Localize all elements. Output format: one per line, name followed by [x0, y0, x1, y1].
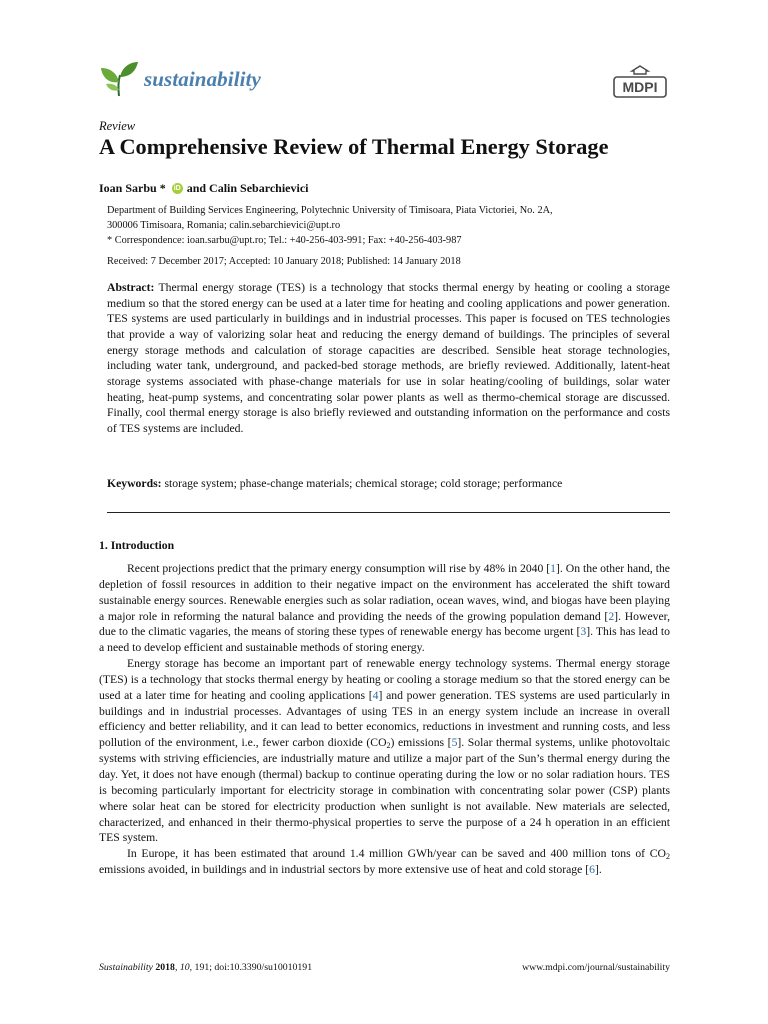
text-run: ].	[594, 863, 602, 877]
author-list	[99, 181, 309, 196]
publication-dates: Received: 7 December 2017; Accepted: 10 January 2018; Published: 14 January 2018	[107, 256, 461, 267]
section-heading: 1. Introduction	[99, 539, 175, 552]
keywords-label: Keywords:	[107, 477, 162, 490]
text-run: ]. Solar thermal systems, unlike photovoltaic systems with striving efficiencies, are industrially mature and utilize a major part of the Sun’s thermal energy during the day. Yet, it does not have enough (thermal) backup to continue operating during the low or no solar radiation hours. TES is becoming particularly important for electricity storage in combination with concentrating solar power (CSP) plants where solar heat can be stored for electricity production when sunlight is not available. New materials are selected, characterized, and enhanced in their thermo-physical properties to serve the purpose of a 24 h operation in an efficient TES system.	[99, 736, 670, 845]
author-name: Ioan Sarbu *	[99, 181, 166, 195]
citation-info: Sustainability 2018, 10, 191; doi:10.3390/su10010191	[99, 962, 313, 973]
mdpi-logo-icon	[612, 65, 668, 99]
citation-link[interactable]: 6	[589, 863, 595, 877]
citation-link[interactable]: 1	[550, 562, 557, 575]
text-run: Recent projections predict that the primary energy consumption will rise by 48% in 2040 [	[127, 562, 551, 575]
footer-journal: Sustainability	[99, 962, 153, 973]
text-run: ) emissions [	[390, 736, 452, 750]
leaf-logo-icon	[99, 60, 139, 98]
citation-link[interactable]: 4	[372, 688, 379, 702]
citation-link[interactable]: 5	[451, 736, 458, 750]
section-body	[99, 561, 670, 878]
paragraph	[99, 846, 670, 878]
subscript: 2	[666, 852, 670, 862]
text-run: emissions avoided, in buildings and in industrial sectors by more extensive use of heat and cold storage [	[99, 863, 590, 877]
paragraph	[99, 561, 670, 656]
subscript: 2	[386, 741, 391, 751]
citation-link[interactable]: 3	[580, 625, 587, 639]
journal-url-link[interactable]: www.mdpi.com/journal/sustainability	[522, 962, 670, 973]
abstract-label: Abstract:	[107, 281, 155, 294]
text-run: Energy storage has become an important part of renewable energy technology systems. Thermal energy storage (TES) is a technology that stocks thermal energy by heating or cooling a storage medium so that the stored energy can be used at a later time for heating and cooling applications [	[99, 657, 670, 702]
page-footer	[99, 962, 670, 973]
journal-logo	[99, 60, 261, 98]
text-run: ]. On the other hand, the depletion of fossil resources in addition to their negative impact on the environment has accelerated the shift toward sustainable energy sources. Renewable energies such as solar radiation, ocean waves, wind, and biogas have been playing a major role in reforming the natural balance and providing the needs of the growing population demand [	[99, 562, 670, 623]
affiliation-line: 300006 Timisoara, Romania; calin.sebarchievici@upt.ro	[107, 220, 341, 231]
publisher-name: MDPI	[622, 79, 658, 95]
paragraph	[99, 656, 670, 846]
keywords	[107, 477, 670, 490]
footer-year: 2018	[155, 962, 175, 973]
text-run: ] and power generation. TES systems are used particularly in buildings and in industrial processes. Advantages of using TES in an energy system include an increase in overall efficiency and better reliability, and it can lead to better economics, reductions in investment and running costs, and less pollution of the environment, i.e., fewer carbon dioxide (CO	[99, 688, 671, 750]
abstract-text: Thermal energy storage (TES) is a technology that stocks thermal energy by heating or cooling a storage medium so that the stored energy can be used at a later time for heating and cooling applications and power generation. TES systems are used particularly in buildings and in industrial processes. This paper is focused on TES technologies that provide a way of valorizing solar heat and reducing the energy demand of buildings. The principles of several energy storage methods and calculation of storage capacities are described. Sensible heat storage technologies, including water tank, underground, and packed-bed storage methods, are briefly reviewed. Additionally, latent-heat storage systems associated with phase-change materials for use in solar heating/cooling of buildings, solar water heating, heat-pump systems, and concentrating solar power plants as well as thermo-chemical storage are discussed. Finally, cool thermal energy storage is also briefly reviewed and outstanding information on the performance and costs of TES systems are included.	[107, 281, 670, 435]
footer-doi: , 191; doi:10.3390/su10010191	[189, 962, 313, 973]
author-name: and Calin Sebarchievici	[186, 181, 309, 195]
keywords-text: storage system; phase-change materials; chemical storage; cold storage; performance	[164, 477, 563, 490]
orcid-icon[interactable]: iD	[173, 185, 181, 192]
abstract	[107, 280, 670, 437]
correspondence-line: * Correspondence: ioan.sarbu@upt.ro; Tel.: +40-256-403-991; Fax: +40-256-403-987	[107, 235, 462, 246]
divider	[107, 512, 670, 513]
footer-volume: 10	[179, 962, 190, 973]
article-type: Review	[99, 119, 136, 133]
text-run: ]. This has lead to a need to develop efficient and sustainable methods of storing energy.	[99, 625, 670, 655]
text-run: ]. However, due to the climatic vagaries, the means of storing these types of renewable energy has become urgent [	[99, 609, 671, 639]
text-run: In Europe, it has been estimated that around 1.4 million GWh/year can be saved and 400 million tons of CO	[127, 847, 666, 861]
journal-name: sustainability	[144, 66, 261, 91]
citation-link[interactable]: 2	[608, 609, 615, 623]
affiliation-block	[107, 203, 682, 248]
affiliation-line: Department of Building Services Engineering, Polytechnic University of Timisoara, Piata Victoriei, No. 2A,	[107, 205, 553, 216]
article-title: A Comprehensive Review of Thermal Energy Storage	[99, 134, 609, 159]
